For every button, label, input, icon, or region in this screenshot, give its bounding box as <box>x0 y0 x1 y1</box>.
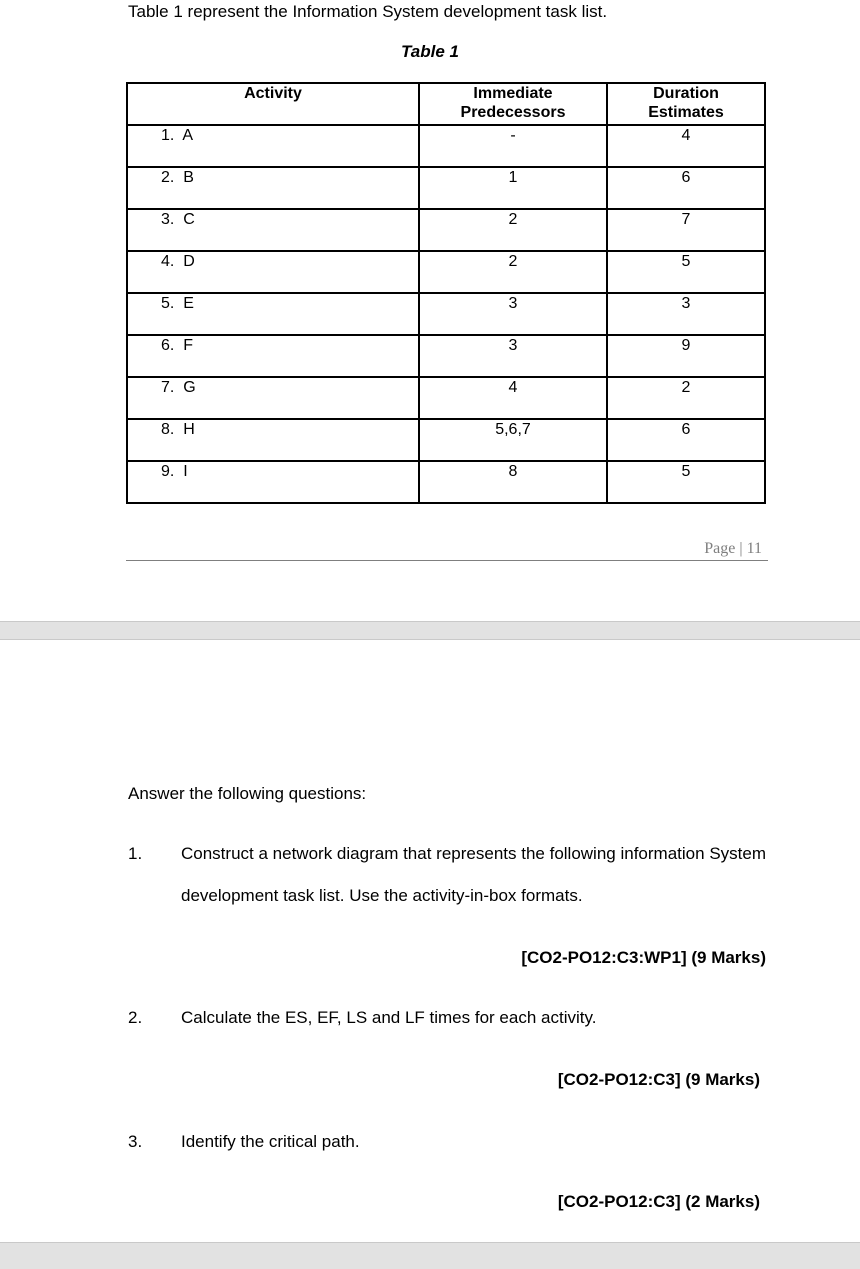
question-2-text: Calculate the ES, EF, LS and LF times for each activity. <box>181 1008 597 1027</box>
table-row <box>127 167 765 209</box>
intro-text: Table 1 represent the Information System development task list. <box>128 2 608 21</box>
table-row <box>127 125 765 167</box>
activity-cell: 4. D <box>127 251 419 293</box>
page-break-bottom <box>0 1242 860 1269</box>
header-activity: Activity <box>127 83 419 125</box>
question-3-marks: [CO2-PO12:C3] (2 Marks) <box>557 1192 760 1211</box>
table-caption: Table 1 <box>401 42 459 61</box>
task-table <box>126 82 766 504</box>
duration-cell: 7 <box>607 209 765 251</box>
header-predecessors: Immediate Predecessors <box>419 83 607 125</box>
duration-cell: 6 <box>607 419 765 461</box>
question-3-number: 3. <box>128 1132 143 1151</box>
duration-cell: 6 <box>607 167 765 209</box>
predecessors-cell: 8 <box>419 461 607 503</box>
predecessors-cell: - <box>419 125 607 167</box>
table-row <box>127 461 765 503</box>
activity-cell: 2. B <box>127 167 419 209</box>
predecessors-cell: 2 <box>419 209 607 251</box>
table-row <box>127 293 765 335</box>
page-number: Page | 11 <box>704 540 762 557</box>
activity-cell: 9. I <box>127 461 419 503</box>
predecessors-cell: 4 <box>419 377 607 419</box>
table-row <box>127 419 765 461</box>
question-1-text: Construct a network diagram that represents the following information System development task list. Use the activity-in-box formats. <box>181 844 766 905</box>
table-row <box>127 377 765 419</box>
footer-rule <box>126 560 768 561</box>
predecessors-cell: 5,6,7 <box>419 419 607 461</box>
activity-cell: 3. C <box>127 209 419 251</box>
header-duration: Duration Estimates <box>607 83 765 125</box>
question-1-number: 1. <box>128 844 143 863</box>
duration-cell: 5 <box>607 251 765 293</box>
question-2-number: 2. <box>128 1008 143 1027</box>
duration-cell: 9 <box>607 335 765 377</box>
question-2-marks: [CO2-PO12:C3] (9 Marks) <box>557 1070 760 1089</box>
predecessors-cell: 3 <box>419 335 607 377</box>
duration-cell: 3 <box>607 293 765 335</box>
table-header-row <box>127 83 765 125</box>
predecessors-cell: 1 <box>419 167 607 209</box>
table-row <box>127 209 765 251</box>
duration-cell: 2 <box>607 377 765 419</box>
page-break <box>0 621 860 640</box>
table-row <box>127 251 765 293</box>
question-3-text: Identify the critical path. <box>181 1132 360 1151</box>
activity-cell: 8. H <box>127 419 419 461</box>
activity-cell: 6. F <box>127 335 419 377</box>
question-1-marks: [CO2-PO12:C3:WP1] (9 Marks) <box>521 948 766 967</box>
activity-cell: 5. E <box>127 293 419 335</box>
answer-heading: Answer the following questions: <box>128 784 367 803</box>
duration-cell: 5 <box>607 461 765 503</box>
predecessors-cell: 3 <box>419 293 607 335</box>
activity-cell: 1. A <box>127 125 419 167</box>
predecessors-cell: 2 <box>419 251 607 293</box>
duration-cell: 4 <box>607 125 765 167</box>
table-row <box>127 335 765 377</box>
activity-cell: 7. G <box>127 377 419 419</box>
